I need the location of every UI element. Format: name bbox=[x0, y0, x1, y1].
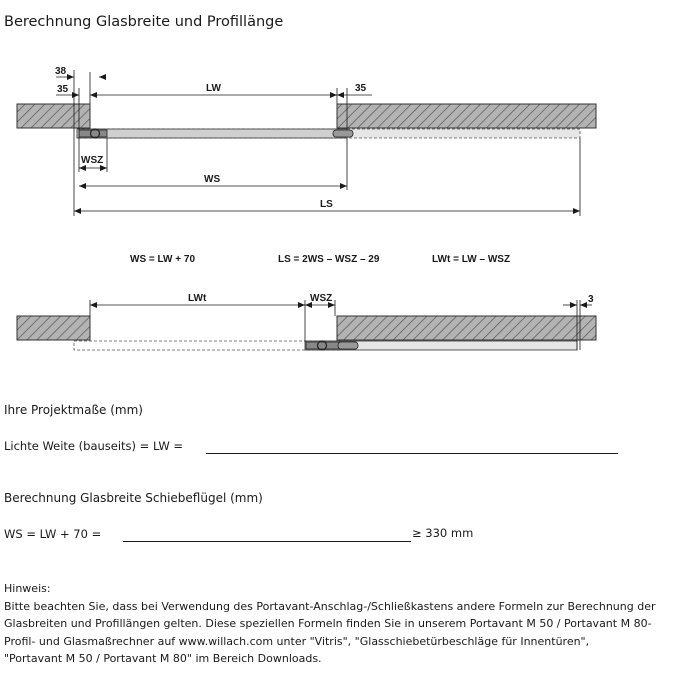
project-heading: Ihre Projektmaße (mm) bbox=[4, 403, 143, 417]
dim-3-label: 3 bbox=[588, 294, 594, 305]
glass-panel-bottom-dashed bbox=[74, 341, 340, 350]
note-block bbox=[4, 580, 656, 668]
handle-left-top bbox=[79, 129, 107, 138]
page-title: Berechnung Glasbreite und Profillänge bbox=[4, 14, 284, 30]
wall-left-bottom bbox=[17, 316, 90, 340]
glass-solid-top bbox=[77, 129, 347, 138]
note-line: "Portavant M 50 / Portavant M 80" im Bereich Downloads. bbox=[4, 652, 322, 665]
dim-lwt-label: LWt bbox=[188, 293, 207, 304]
formula-ws: WS = LW + 70 bbox=[130, 254, 196, 265]
dim-38-label: 38 bbox=[55, 66, 67, 77]
formula-ls: LS = 2WS – WSZ – 29 bbox=[278, 254, 380, 265]
dim-ws-label: WS bbox=[204, 174, 221, 185]
wall-right-bottom bbox=[337, 316, 596, 340]
note-line: Bitte beachten Sie, dass bei Verwendung des Portavant-Anschlag-/Schließkastens andere Formeln zur Berechnung der bbox=[4, 599, 656, 613]
note-line: Glasbreiten und Profillängen gelten. Diese speziellen Formeln finden Sie in unserem Portavant M 50 / Portavant M 80- bbox=[4, 617, 652, 630]
dim-wsz-bottom-label: WSZ bbox=[310, 293, 333, 304]
note-heading: Hinweis: bbox=[4, 582, 51, 595]
dim-wsz-label: WSZ bbox=[81, 155, 104, 166]
glass-heading: Berechnung Glasbreite Schiebeflügel (mm) bbox=[4, 491, 263, 505]
wall-right-top bbox=[337, 104, 596, 128]
note-line: Profil- und Glasmaßrechner auf www.willach.com unter "Vitris", "Glasschiebetürbeschläge für Innentüren", bbox=[4, 634, 590, 648]
min-label: ≥ 330 mm bbox=[412, 526, 474, 540]
lw-input-line[interactable] bbox=[206, 453, 618, 454]
dim-ls-label: LS bbox=[320, 199, 333, 210]
handle-right-top bbox=[333, 130, 353, 137]
lw-label: Lichte Weite (bauseits) = LW = bbox=[4, 439, 183, 453]
formula-lwt: LWt = LW – WSZ bbox=[432, 254, 511, 265]
handle-bottom bbox=[306, 341, 358, 350]
dim-35-left-label: 35 bbox=[57, 84, 69, 95]
dim-lw-label: LW bbox=[206, 83, 221, 94]
ws-input-line[interactable] bbox=[123, 541, 411, 542]
ws-label: WS = LW + 70 = bbox=[4, 527, 102, 541]
dim-35-right-label: 35 bbox=[355, 83, 367, 94]
